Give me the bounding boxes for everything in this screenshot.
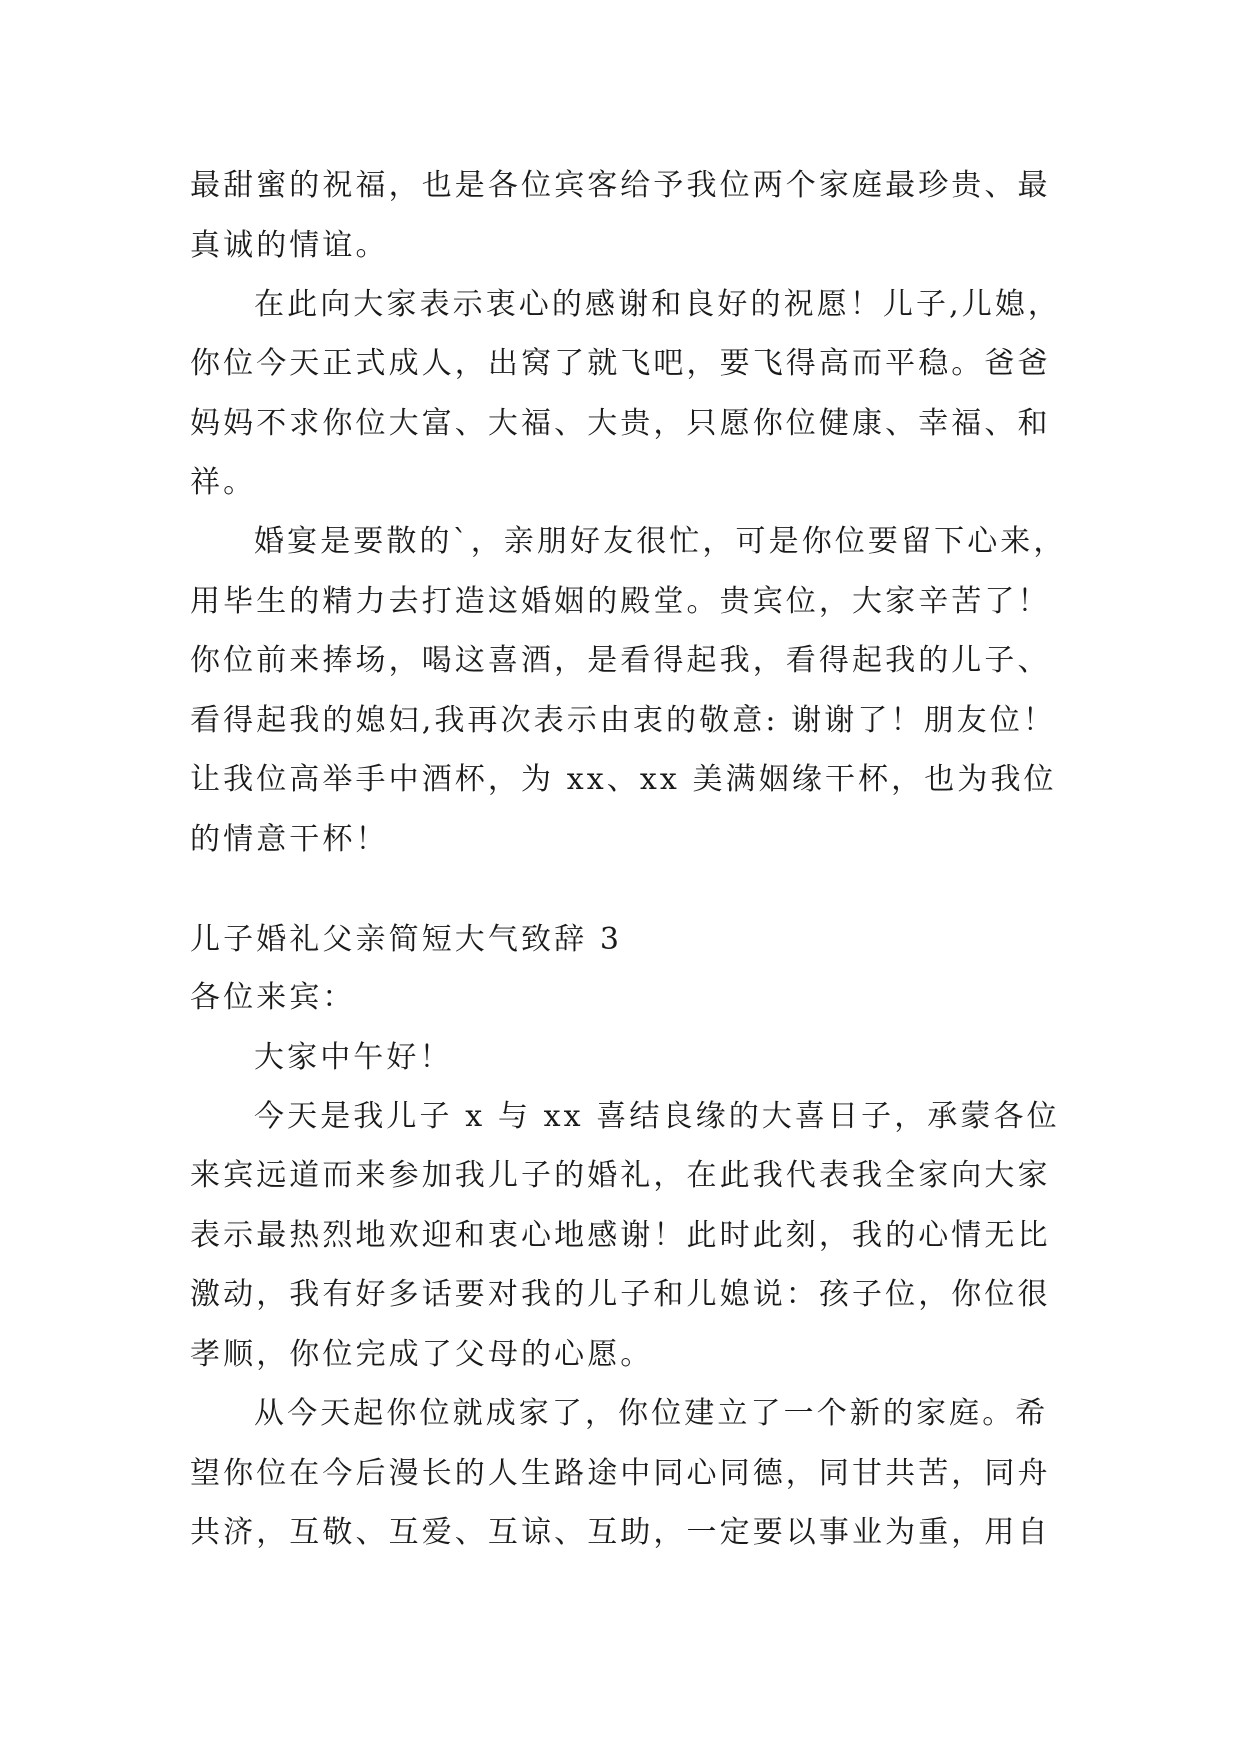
text-line: 来宾远道而来参加我儿子的婚礼，在此我代表我全家向大家 — [190, 1158, 1051, 1193]
text-line: 看得起我的媳妇,我再次表示由衷的敬意: 谢谢了！朋友位！ — [190, 703, 1056, 738]
paragraph-first-line: 从今天起你位就成家了，你位建立了一个新的家庭。希 — [254, 1396, 1049, 1431]
text-line: 用毕生的精力去打造这婚姻的殿堂。贵宾位，大家辛苦了！ — [190, 584, 1051, 619]
text-line: 你位今天正式成人，出窝了就飞吧，要飞得高而平稳。爸爸 — [190, 346, 1051, 381]
text-line: 让我位高举手中酒杯，为 xx、xx 美满姻缘干杯，也为我位 — [190, 762, 1057, 797]
section-heading: 儿子婚礼父亲简短大气致辞 3 — [190, 922, 623, 957]
text-line: 望你位在今后漫长的人生路途中同心同德，同甘共苦，同舟 — [190, 1456, 1051, 1491]
text-line: 你位前来捧场，喝这喜酒，是看得起我，看得起我的儿子、 — [190, 643, 1051, 678]
salutation: 各位来宾： — [190, 980, 356, 1015]
text-line: 表示最热烈地欢迎和衷心地感谢！此时此刻，我的心情无比 — [190, 1218, 1051, 1253]
text-line: 最甜蜜的祝福，也是各位宾客给予我位两个家庭最珍贵、最 — [190, 168, 1051, 203]
paragraph-first-line: 今天是我儿子 x 与 xx 喜结良缘的大喜日子，承蒙各位 — [254, 1099, 1060, 1134]
text-line: 共济，互敬、互爱、互谅、互助，一定要以事业为重，用自 — [190, 1515, 1051, 1550]
text-line: 祥。 — [190, 465, 257, 500]
greeting: 大家中午好！ — [254, 1040, 453, 1075]
paragraph-first-line: 婚宴是要散的`，亲朋好友很忙，可是你位要留下心来， — [254, 524, 1067, 559]
text-line: 激动，我有好多话要对我的儿子和儿媳说：孩子位，你位很 — [190, 1277, 1051, 1312]
paragraph-first-line: 在此向大家表示衷心的感谢和良好的祝愿！儿子,儿媳， — [254, 287, 1062, 322]
text-line: 妈妈不求你位大富、大福、大贵，只愿你位健康、幸福、和 — [190, 406, 1051, 441]
text-line: 真诚的情谊。 — [190, 228, 389, 263]
text-line: 孝顺，你位完成了父母的心愿。 — [190, 1337, 654, 1372]
text-line: 的情意干杯！ — [190, 822, 389, 857]
